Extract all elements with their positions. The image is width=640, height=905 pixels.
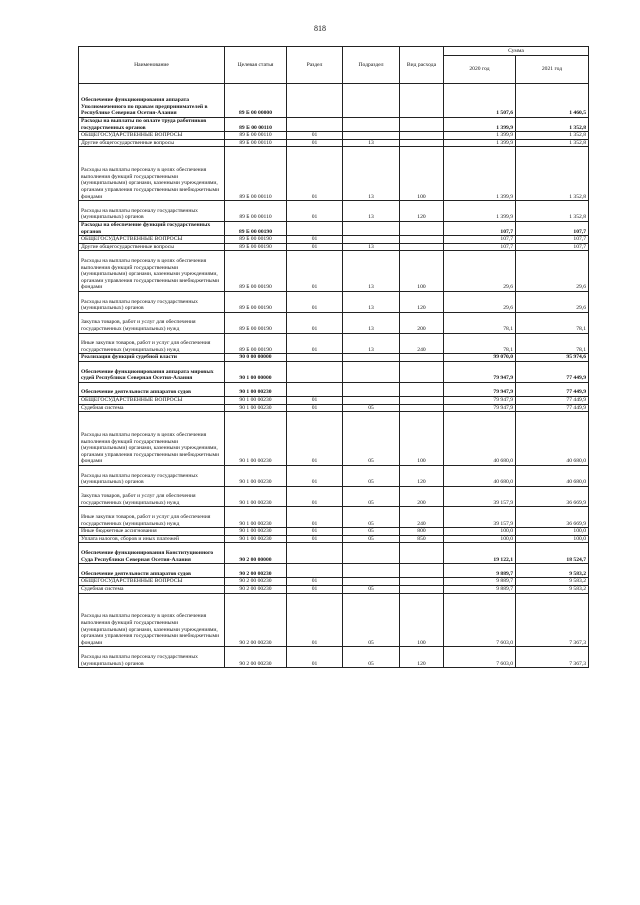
row-subsection-cell: 05 — [343, 486, 400, 507]
row-sum-2021-cell: 107,7 — [516, 221, 589, 235]
row-section-cell: 01 — [287, 465, 343, 486]
row-sum-2020-cell: 78,1 — [444, 312, 516, 333]
row-target-cell: 90 2 00 00230 — [225, 564, 287, 578]
row-subsection-cell: 13 — [343, 251, 400, 292]
row-target-cell: 89 Б 00 00190 — [225, 333, 287, 354]
row-sum-2021-cell: 77 449,9 — [516, 361, 589, 382]
row-target-cell: 89 Б 00 00190 — [225, 251, 287, 292]
row-sum-2021-cell: 77 449,9 — [516, 404, 589, 412]
row-section-cell — [287, 564, 343, 578]
row-subsection-cell — [343, 84, 400, 118]
row-subsection-cell: 13 — [343, 147, 400, 201]
row-subsection-cell: 13 — [343, 139, 400, 147]
row-sum-2020-cell: 100,0 — [444, 535, 516, 543]
row-target-cell: 89 Б 00 00000 — [225, 84, 287, 118]
row-sum-2021-cell: 9 583,2 — [516, 564, 589, 578]
row-expense-cell: 120 — [400, 201, 444, 222]
row-subsection-cell: 05 — [343, 535, 400, 543]
row-name-cell: ОБЩЕГОСУДАРСТВЕННЫЕ ВОПРОСЫ — [79, 396, 225, 404]
row-section-cell: 01 — [287, 243, 343, 251]
row-sum-2020-cell: 79 947,9 — [444, 382, 516, 396]
header-sum: Сумма — [444, 47, 589, 56]
table-row — [79, 382, 589, 396]
row-sum-2021-cell: 1 352,8 — [516, 118, 589, 132]
row-subsection-cell — [343, 382, 400, 396]
row-name-cell: Иные закупки товаров, работ и услуг для обеспечения государственных (муниципальных) нужд — [79, 333, 225, 354]
row-sum-2020-cell: 9 889,7 — [444, 578, 516, 586]
row-expense-cell: 850 — [400, 535, 444, 543]
row-name-cell: Судебная система — [79, 404, 225, 412]
row-section-cell: 01 — [287, 412, 343, 466]
row-target-cell: 90 2 00 00230 — [225, 586, 287, 594]
row-sum-2020-cell: 1 399,9 — [444, 132, 516, 140]
row-sum-2021-cell: 100,0 — [516, 528, 589, 536]
row-sum-2021-cell: 9 583,2 — [516, 578, 589, 586]
row-section-cell — [287, 361, 343, 382]
row-sum-2020-cell: 1 507,6 — [444, 84, 516, 118]
row-sum-2021-cell: 18 524,7 — [516, 543, 589, 564]
row-section-cell: 01 — [287, 586, 343, 594]
row-section-cell — [287, 84, 343, 118]
row-sum-2021-cell: 1 352,8 — [516, 139, 589, 147]
row-sum-2020-cell: 40 680,0 — [444, 412, 516, 466]
row-sum-2021-cell: 77 449,9 — [516, 382, 589, 396]
row-sum-2021-cell: 78,1 — [516, 312, 589, 333]
row-name-cell: Обеспечение функционирования аппарата Уполномоченного по правам предпринимателей в Республике Северная Осетия-Алания — [79, 84, 225, 118]
header-year-2021: 2021 год — [516, 56, 589, 84]
row-name-cell: Другие общегосударственные вопросы — [79, 243, 225, 251]
row-expense-cell: 100 — [400, 251, 444, 292]
row-expense-cell: 100 — [400, 593, 444, 647]
row-name-cell: Иные закупки товаров, работ и услуг для обеспечения государственных (муниципальных) нужд — [79, 507, 225, 528]
row-target-cell: 89 Б 00 00190 — [225, 291, 287, 312]
table-row — [79, 236, 589, 244]
table-row — [79, 312, 589, 333]
row-name-cell: Расходы на выплаты персоналу в целях обеспечения выполнения функций государственными (муниципальными) органами, казенными учреждениями, органами управления государственными внебюджетными фондами — [79, 251, 225, 292]
row-sum-2020-cell: 40 680,0 — [444, 465, 516, 486]
row-section-cell — [287, 382, 343, 396]
row-target-cell: 90 1 00 00230 — [225, 535, 287, 543]
row-expense-cell: 200 — [400, 486, 444, 507]
row-name-cell: Обеспечение функционирования аппарата мировых судей Республики Северная Осетия-Алания — [79, 361, 225, 382]
row-subsection-cell: 05 — [343, 465, 400, 486]
row-section-cell: 01 — [287, 396, 343, 404]
table-row — [79, 354, 589, 362]
row-subsection-cell — [343, 118, 400, 132]
table-row — [79, 507, 589, 528]
row-target-cell: 90 1 00 00230 — [225, 486, 287, 507]
row-sum-2021-cell: 7 367,3 — [516, 593, 589, 647]
table-header — [79, 47, 589, 84]
row-name-cell: Закупка товаров, работ и услуг для обеспечения государственных (муниципальных) нужд — [79, 312, 225, 333]
row-subsection-cell: 13 — [343, 243, 400, 251]
row-expense-cell — [400, 543, 444, 564]
row-target-cell: 90 1 00 00230 — [225, 396, 287, 404]
row-name-cell: Обеспечение деятельности аппаратов судов — [79, 382, 225, 396]
row-sum-2020-cell: 1 399,9 — [444, 118, 516, 132]
row-expense-cell — [400, 586, 444, 594]
row-expense-cell — [400, 118, 444, 132]
row-subsection-cell — [343, 361, 400, 382]
table-row — [79, 118, 589, 132]
row-sum-2020-cell: 19 122,1 — [444, 543, 516, 564]
header-section: Раздел — [287, 47, 343, 84]
row-section-cell — [287, 354, 343, 362]
table-row — [79, 291, 589, 312]
row-expense-cell — [400, 132, 444, 140]
row-expense-cell: 100 — [400, 147, 444, 201]
row-subsection-cell — [343, 236, 400, 244]
row-sum-2020-cell: 39 157,9 — [444, 486, 516, 507]
row-target-cell: 90 2 00 00230 — [225, 578, 287, 586]
row-section-cell: 01 — [287, 291, 343, 312]
table-row — [79, 221, 589, 235]
table-row — [79, 132, 589, 140]
row-expense-cell: 800 — [400, 528, 444, 536]
row-sum-2021-cell: 7 367,3 — [516, 647, 589, 668]
row-sum-2020-cell: 1 399,9 — [444, 201, 516, 222]
row-target-cell: 90 1 00 00230 — [225, 528, 287, 536]
table-body — [79, 84, 589, 668]
row-name-cell: ОБЩЕГОСУДАРСТВЕННЫЕ ВОПРОСЫ — [79, 578, 225, 586]
row-expense-cell: 240 — [400, 333, 444, 354]
row-expense-cell — [400, 236, 444, 244]
row-sum-2021-cell: 107,7 — [516, 236, 589, 244]
row-name-cell: Расходы на выплаты персоналу государственных (муниципальных) органов — [79, 201, 225, 222]
row-name-cell: Иные бюджетные ассигнования — [79, 528, 225, 536]
row-sum-2021-cell: 1 352,8 — [516, 201, 589, 222]
table-row — [79, 586, 589, 594]
row-target-cell: 89 Б 00 00110 — [225, 201, 287, 222]
row-expense-cell — [400, 243, 444, 251]
row-sum-2020-cell: 9 889,7 — [444, 564, 516, 578]
row-expense-cell — [400, 221, 444, 235]
row-name-cell: Судебная система — [79, 586, 225, 594]
row-sum-2020-cell: 100,0 — [444, 528, 516, 536]
row-sum-2021-cell: 29,6 — [516, 291, 589, 312]
row-name-cell: Расходы на выплаты персоналу в целях обеспечения выполнения функций государственными (муниципальными) органами, казенными учреждениями, органами управления государственными внебюджетными фондами — [79, 593, 225, 647]
row-target-cell: 89 Б 00 00110 — [225, 139, 287, 147]
table-row — [79, 578, 589, 586]
row-section-cell: 01 — [287, 593, 343, 647]
row-sum-2020-cell: 79 947,9 — [444, 404, 516, 412]
table-row — [79, 396, 589, 404]
row-section-cell: 01 — [287, 578, 343, 586]
row-name-cell: Уплата налогов, сборов и иных платежей — [79, 535, 225, 543]
row-section-cell: 01 — [287, 528, 343, 536]
row-section-cell: 01 — [287, 139, 343, 147]
row-target-cell: 89 Б 00 00190 — [225, 243, 287, 251]
row-section-cell: 01 — [287, 251, 343, 292]
header-expense-type: Вид расхода — [400, 47, 444, 84]
row-name-cell: Расходы на выплаты персоналу в целях обеспечения выполнения функций государственными (муниципальными) органами, казенными учреждениями, органами управления государственными внебюджетными фондами — [79, 147, 225, 201]
row-sum-2020-cell: 107,7 — [444, 221, 516, 235]
row-expense-cell — [400, 354, 444, 362]
row-expense-cell — [400, 564, 444, 578]
row-section-cell — [287, 118, 343, 132]
row-expense-cell: 240 — [400, 507, 444, 528]
row-name-cell: Реализация функций судебной власти — [79, 354, 225, 362]
row-sum-2020-cell: 7 603,0 — [444, 647, 516, 668]
row-expense-cell — [400, 84, 444, 118]
row-sum-2021-cell: 1 352,8 — [516, 147, 589, 201]
row-subsection-cell: 05 — [343, 593, 400, 647]
row-section-cell: 01 — [287, 404, 343, 412]
row-section-cell: 01 — [287, 236, 343, 244]
table-row — [79, 535, 589, 543]
row-sum-2021-cell: 1 460,5 — [516, 84, 589, 118]
row-target-cell: 89 Б 00 00190 — [225, 312, 287, 333]
row-subsection-cell: 05 — [343, 528, 400, 536]
row-target-cell: 89 Б 00 00110 — [225, 147, 287, 201]
row-sum-2021-cell: 40 680,0 — [516, 412, 589, 466]
page-number: 818 — [314, 24, 326, 33]
row-subsection-cell — [343, 543, 400, 564]
row-sum-2021-cell: 36 669,9 — [516, 507, 589, 528]
row-subsection-cell: 13 — [343, 201, 400, 222]
row-section-cell: 01 — [287, 201, 343, 222]
row-target-cell: 90 1 00 00230 — [225, 412, 287, 466]
row-sum-2020-cell: 79 947,9 — [444, 396, 516, 404]
table-row — [79, 84, 589, 118]
row-expense-cell — [400, 361, 444, 382]
row-subsection-cell — [343, 578, 400, 586]
row-name-cell: Расходы на выплаты персоналу государственных (муниципальных) органов — [79, 647, 225, 668]
row-sum-2021-cell: 36 669,9 — [516, 486, 589, 507]
row-subsection-cell: 13 — [343, 291, 400, 312]
row-sum-2021-cell: 29,6 — [516, 251, 589, 292]
table-row — [79, 593, 589, 647]
row-target-cell: 90 1 00 00230 — [225, 465, 287, 486]
row-expense-cell — [400, 139, 444, 147]
row-target-cell: 90 2 00 00230 — [225, 593, 287, 647]
row-expense-cell: 200 — [400, 312, 444, 333]
row-name-cell: Расходы на выплаты персоналу государственных (муниципальных) органов — [79, 465, 225, 486]
row-name-cell: Расходы на обеспечение функций государственных органов — [79, 221, 225, 235]
table-row — [79, 528, 589, 536]
row-name-cell: ОБЩЕГОСУДАРСТВЕННЫЕ ВОПРОСЫ — [79, 132, 225, 140]
row-target-cell: 89 Б 00 00190 — [225, 236, 287, 244]
row-target-cell: 89 Б 00 00110 — [225, 118, 287, 132]
row-sum-2021-cell: 78,1 — [516, 333, 589, 354]
row-expense-cell: 120 — [400, 465, 444, 486]
row-section-cell: 01 — [287, 147, 343, 201]
row-name-cell: Расходы на выплаты персоналу государственных (муниципальных) органов — [79, 291, 225, 312]
row-sum-2020-cell: 29,6 — [444, 251, 516, 292]
row-subsection-cell: 05 — [343, 404, 400, 412]
row-sum-2021-cell: 77 449,9 — [516, 396, 589, 404]
row-section-cell: 01 — [287, 486, 343, 507]
row-section-cell: 01 — [287, 312, 343, 333]
row-expense-cell — [400, 382, 444, 396]
header-year-2020: 2020 год — [444, 56, 516, 84]
table-row — [79, 201, 589, 222]
row-name-cell: ОБЩЕГОСУДАРСТВЕННЫЕ ВОПРОСЫ — [79, 236, 225, 244]
table-row — [79, 251, 589, 292]
row-sum-2020-cell: 29,6 — [444, 291, 516, 312]
row-expense-cell: 100 — [400, 412, 444, 466]
row-sum-2020-cell: 1 399,9 — [444, 139, 516, 147]
row-name-cell: Расходы на выплаты по оплате труда работников государственных органов — [79, 118, 225, 132]
row-sum-2020-cell: 39 157,9 — [444, 507, 516, 528]
header-name: Наименование — [79, 47, 225, 84]
table-row — [79, 139, 589, 147]
table-row — [79, 361, 589, 382]
row-subsection-cell — [343, 132, 400, 140]
row-sum-2021-cell: 1 352,8 — [516, 132, 589, 140]
table-row — [79, 243, 589, 251]
row-subsection-cell — [343, 564, 400, 578]
table-row — [79, 412, 589, 466]
row-subsection-cell: 13 — [343, 312, 400, 333]
row-subsection-cell — [343, 221, 400, 235]
row-name-cell: Расходы на выплаты персоналу в целях обеспечения выполнения функций государственными (муниципальными) органами, казенными учреждениями, органами управления государственными внебюджетными фондами — [79, 412, 225, 466]
row-name-cell: Обеспечение деятельности аппаратов судов — [79, 564, 225, 578]
row-target-cell: 90 2 00 00230 — [225, 647, 287, 668]
row-subsection-cell: 13 — [343, 333, 400, 354]
row-target-cell: 90 1 00 00230 — [225, 382, 287, 396]
row-sum-2021-cell: 107,7 — [516, 243, 589, 251]
row-target-cell: 90 0 00 00000 — [225, 354, 287, 362]
row-section-cell — [287, 543, 343, 564]
row-section-cell: 01 — [287, 535, 343, 543]
row-section-cell — [287, 221, 343, 235]
row-sum-2020-cell: 107,7 — [444, 243, 516, 251]
row-section-cell: 01 — [287, 647, 343, 668]
row-sum-2020-cell: 9 889,7 — [444, 586, 516, 594]
table-row — [79, 404, 589, 412]
row-sum-2020-cell: 79 947,9 — [444, 361, 516, 382]
row-subsection-cell: 05 — [343, 412, 400, 466]
row-section-cell: 01 — [287, 132, 343, 140]
row-name-cell: Закупка товаров, работ и услуг для обеспечения государственных (муниципальных) нужд — [79, 486, 225, 507]
row-target-cell: 89 Б 00 00190 — [225, 221, 287, 235]
budget-table — [78, 46, 589, 668]
table-row — [79, 465, 589, 486]
row-target-cell: 90 1 00 00230 — [225, 404, 287, 412]
row-target-cell: 90 2 00 00000 — [225, 543, 287, 564]
row-subsection-cell — [343, 396, 400, 404]
row-sum-2021-cell: 95 974,6 — [516, 354, 589, 362]
row-target-cell: 90 1 00 00230 — [225, 507, 287, 528]
row-expense-cell: 120 — [400, 291, 444, 312]
row-expense-cell: 120 — [400, 647, 444, 668]
table-row — [79, 147, 589, 201]
row-sum-2020-cell: 99 070,0 — [444, 354, 516, 362]
table-row — [79, 543, 589, 564]
row-expense-cell — [400, 578, 444, 586]
row-sum-2020-cell: 7 603,0 — [444, 593, 516, 647]
row-sum-2021-cell: 9 583,2 — [516, 586, 589, 594]
row-subsection-cell — [343, 354, 400, 362]
row-sum-2021-cell: 40 680,0 — [516, 465, 589, 486]
table-row — [79, 486, 589, 507]
row-subsection-cell: 05 — [343, 507, 400, 528]
row-section-cell: 01 — [287, 333, 343, 354]
header-subsection: Подраздел — [343, 47, 400, 84]
row-sum-2021-cell: 100,0 — [516, 535, 589, 543]
header-target: Целевая статья — [225, 47, 287, 84]
row-name-cell: Другие общегосударственные вопросы — [79, 139, 225, 147]
row-target-cell: 89 Б 00 00110 — [225, 132, 287, 140]
row-sum-2020-cell: 107,7 — [444, 236, 516, 244]
table-row — [79, 564, 589, 578]
row-name-cell: Обеспечение функционирования Конституционного Суда Республики Северная Осетия-Алания — [79, 543, 225, 564]
row-expense-cell — [400, 396, 444, 404]
row-section-cell: 01 — [287, 507, 343, 528]
row-subsection-cell: 05 — [343, 586, 400, 594]
row-sum-2020-cell: 78,1 — [444, 333, 516, 354]
row-subsection-cell: 05 — [343, 647, 400, 668]
table-row — [79, 647, 589, 668]
row-sum-2020-cell: 1 399,9 — [444, 147, 516, 201]
row-expense-cell — [400, 404, 444, 412]
table-row — [79, 333, 589, 354]
row-target-cell: 90 1 00 00000 — [225, 361, 287, 382]
